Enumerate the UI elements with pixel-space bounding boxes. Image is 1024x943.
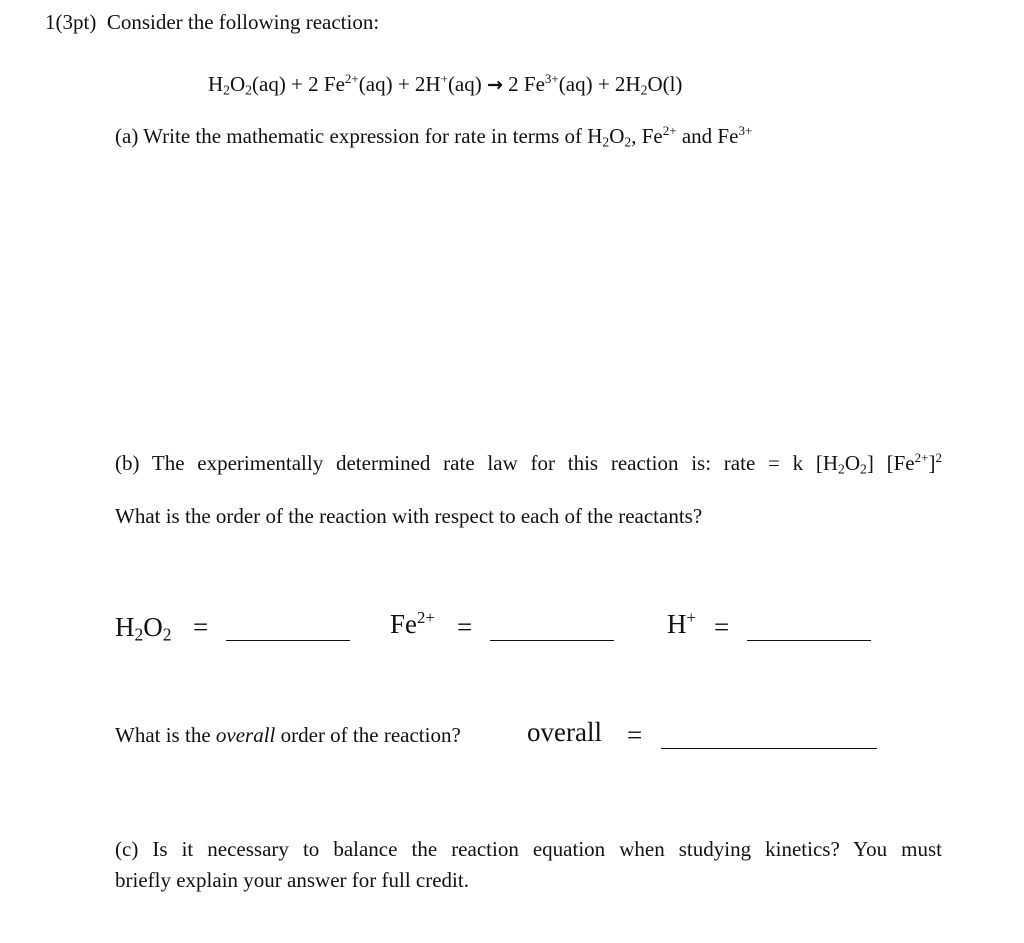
part-a-sup: 2+ [662,123,677,139]
part-b-sub: 2 [838,461,845,477]
part-b-text: ] [928,451,936,475]
question-header [45,10,379,35]
reaction-text: O [230,72,246,96]
reaction-sup: 2+ [344,71,359,87]
part-b-question: What is the order of the reaction with respect to each of the reactants? [115,504,703,528]
overall-label: overall [527,717,602,747]
part-a-prompt [115,124,752,149]
order-label-sup: 2+ [417,607,435,627]
reaction-text: 2 Fe [502,72,545,96]
order-label-sub: 2 [162,624,172,645]
reaction-text: H [208,72,224,96]
part-a-text: O [609,124,625,148]
part-a-sub: 2 [602,134,610,150]
order-label-sub: 2 [134,624,144,645]
reaction-text: O(l) [647,72,683,96]
part-b-rate-law [115,451,942,476]
part-b-text: (b) The experimentally determined rate law for this reaction is: rate = k [H [115,451,839,475]
part-b-sup: 2+ [914,450,929,466]
reaction-text: (aq) + 2H [558,72,641,96]
part-a-text: (a) Write the mathematic expression for rate in terms of H [115,124,603,148]
order-label-text: O [143,612,163,642]
part-c-line2: briefly explain your answer for full credit. [115,868,469,892]
reaction-text: (aq) + 2 Fe [252,72,345,96]
part-b-text: ] [Fe [866,451,915,475]
part-b-sup: 2 [935,450,942,466]
overall-prompt-text: order of the reaction? [275,723,461,747]
overall-prompt-text: What is the [115,723,216,747]
order-h-equals: = [714,612,730,642]
order-h-blank[interactable] [747,640,871,641]
part-a-text: , Fe [631,124,663,148]
overall-blank[interactable] [661,748,877,749]
overall-prompt [115,723,461,748]
order-h2o2-blank[interactable] [226,640,350,641]
reaction-sub: 2 [223,82,230,98]
reaction-arrow-icon: → [487,74,503,96]
part-b-text: O [844,451,861,475]
order-h2o2-label [115,611,172,643]
part-a-answer-area[interactable] [115,160,945,430]
reaction-sub: 2 [245,82,252,98]
part-a-text: and Fe [676,124,739,148]
order-label-text: H [667,609,687,639]
order-h-label [667,608,696,640]
reaction-text: (aq) + 2H [358,72,441,96]
reaction-text: (aq) [447,72,487,96]
part-c-line1: (c) Is it necessary to balance the reaction equation when studying kinetics? You must [115,837,942,861]
part-a-sub: 2 [624,134,632,150]
order-label-sup: + [686,607,696,627]
order-fe-blank[interactable] [490,640,614,641]
reaction-sup: + [440,71,448,87]
overall-equals: = [627,720,643,750]
reaction-sub: 2 [640,82,648,98]
order-fe-label [390,608,435,640]
part-b-sub: 2 [860,461,867,477]
reaction-equation [208,72,682,97]
order-fe-equals: = [457,612,473,642]
overall-prompt-emphasis: overall [215,723,276,747]
question-number: 1(3pt) [45,10,97,34]
order-label-text: Fe [390,609,417,639]
order-label-text: H [115,612,135,642]
question-intro: Consider the following reaction: [106,10,380,34]
part-a-sup: 3+ [738,123,753,139]
order-h2o2-equals: = [193,612,209,642]
reaction-sup: 3+ [544,71,559,87]
